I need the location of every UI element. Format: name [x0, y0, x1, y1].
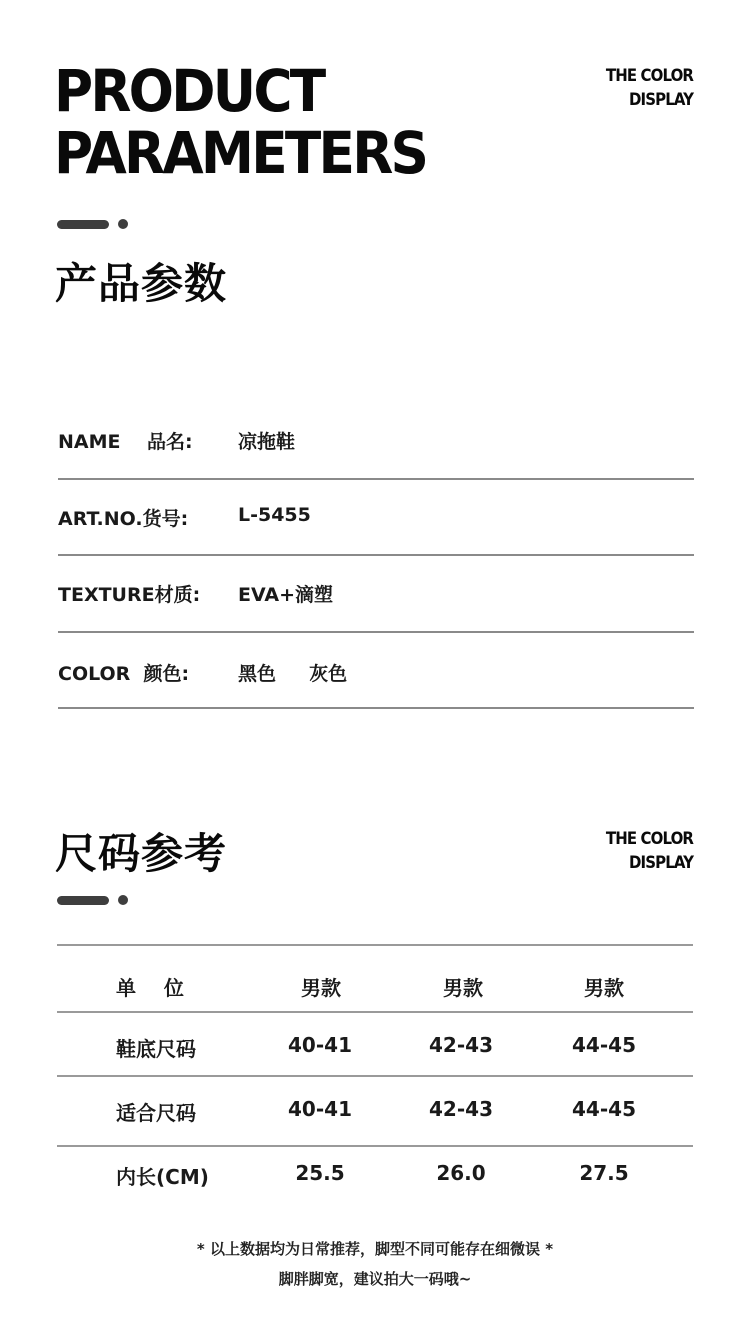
table-cell-label: 内长(CM): [116, 1165, 209, 1189]
table-cell: 26.0: [436, 1161, 486, 1185]
divider: [58, 707, 694, 709]
divider: [58, 631, 694, 633]
table-row-line: [57, 1145, 693, 1147]
table-cell: 44-45: [572, 1033, 636, 1057]
decor-dot: [118, 219, 128, 229]
param-value: EVA+滴塑: [238, 584, 334, 606]
table-row-line: [57, 1011, 693, 1013]
table-cell: 25.5: [295, 1161, 345, 1185]
color-display-tag-2: [606, 827, 693, 875]
param-value: L-5455: [238, 504, 311, 526]
tag-line-1: THE COLOR: [605, 829, 693, 849]
table-cell: 40-41: [288, 1097, 352, 1121]
param-row-texture: [58, 580, 694, 656]
footnote-line-1: * 以上数据均为日常推荐，脚型不同可能存在细微误 *: [196, 1240, 554, 1258]
table-cell-label: 适合尺码: [116, 1101, 196, 1125]
table-header-cell: 单 位: [116, 976, 184, 1000]
tag-line-1: THE COLOR: [605, 66, 693, 86]
tag-line-2: DISPLAY: [628, 853, 693, 873]
footnote-line-2: 脚胖脚宽，建议拍大一码哦~: [278, 1270, 472, 1288]
param-row-name: [58, 427, 694, 503]
decor-pill-2: [57, 896, 109, 905]
table-cell: 40-41: [288, 1033, 352, 1057]
param-value: 黑色 灰色: [238, 663, 348, 685]
param-label: COLOR 颜色:: [58, 663, 190, 685]
section-title-params: 产品参数: [55, 259, 228, 308]
decor-pill: [57, 220, 109, 229]
table-cell: 42-43: [429, 1033, 493, 1057]
title-line-1: PRODUCT: [54, 57, 324, 125]
table-cell: 27.5: [579, 1161, 629, 1185]
table-header-cell: 男款: [443, 976, 483, 1000]
section-title-size: 尺码参考: [55, 829, 228, 878]
param-value: 凉拖鞋: [238, 431, 296, 453]
table-row-line: [57, 1075, 693, 1077]
product-parameters-title: [54, 57, 427, 187]
table-cell-label: 鞋底尺码: [116, 1037, 196, 1061]
decor-dot-2: [118, 895, 128, 905]
table-top-line: [57, 944, 693, 946]
table-cell: 44-45: [572, 1097, 636, 1121]
tag-line-2: DISPLAY: [628, 90, 693, 110]
table-header-cell: 男款: [584, 976, 624, 1000]
param-row-color: [58, 659, 694, 735]
table-header-cell: 男款: [301, 976, 341, 1000]
param-label: ART.NO.货号:: [58, 508, 189, 530]
divider: [58, 478, 694, 480]
param-label: TEXTURE材质:: [58, 584, 201, 606]
title-line-2: PARAMETERS: [54, 119, 427, 187]
table-cell: 42-43: [429, 1097, 493, 1121]
param-label: NAME 品名:: [58, 431, 193, 453]
color-display-tag: [606, 64, 693, 112]
param-row-artno: [58, 504, 694, 580]
divider: [58, 554, 694, 556]
